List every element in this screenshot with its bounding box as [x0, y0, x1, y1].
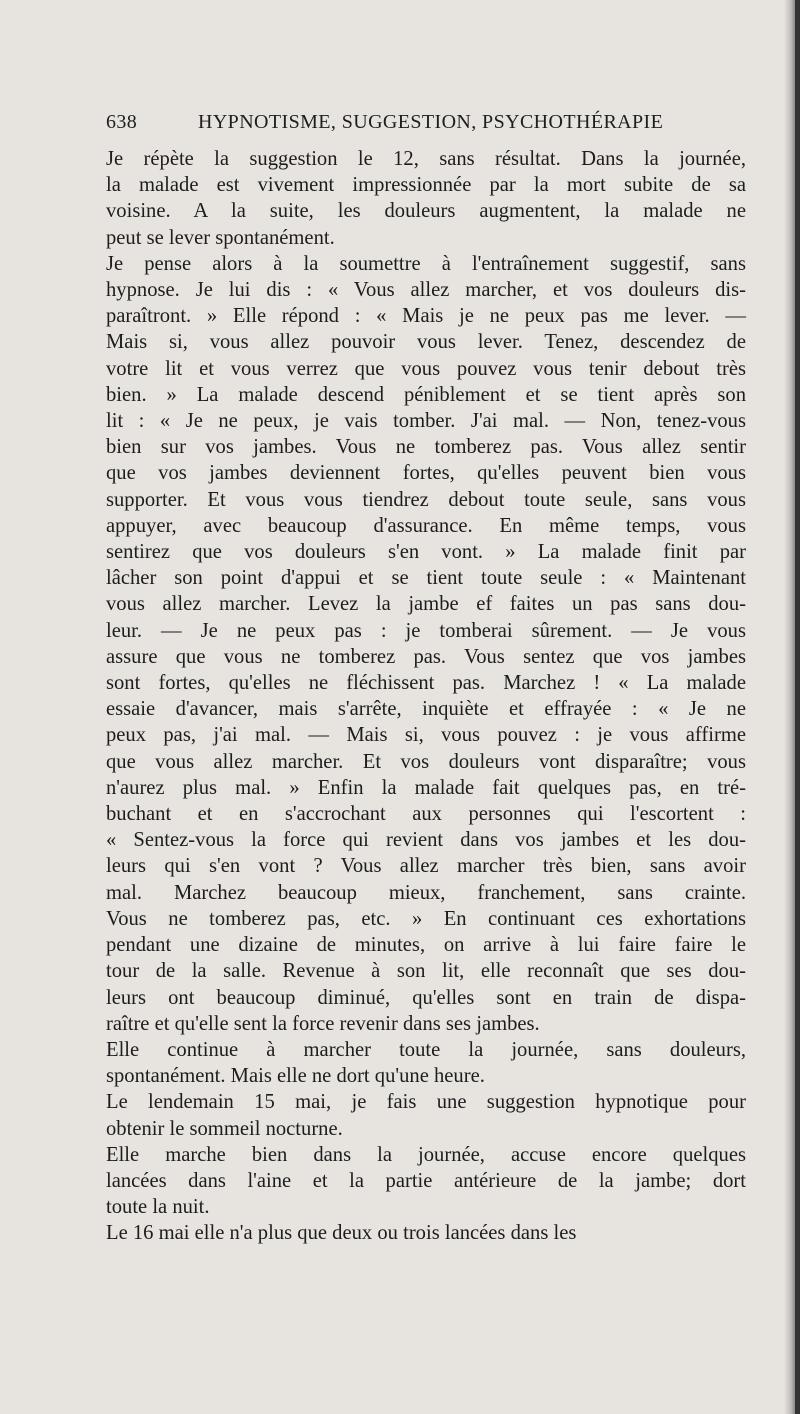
text-line: que vos jambes deviennent fortes, qu'elles peuvent bien vous [106, 462, 746, 485]
text-line: que vous allez marcher. Et vos douleurs vont disparaître; vous [106, 750, 746, 773]
running-title: HYPNOTISME, SUGGESTION, PSYCHOTHÉRAPIE [198, 111, 664, 133]
text-line: leur. — Je ne peux pas : je tomberai sûrement. — Je vous [106, 619, 746, 642]
text-line: sentirez que vos douleurs s'en vont. » La malade finit par [106, 541, 746, 564]
text-line: Le lendemain 15 mai, je fais une suggestion hypnotique pour [106, 1091, 746, 1114]
text-line: vous allez marcher. Levez la jambe ef faites un pas sans dou- [106, 593, 746, 616]
text-line: la malade est vivement impressionnée par la mort subite de sa [106, 174, 746, 197]
paragraph [106, 1089, 746, 1141]
text-line: n'aurez plus mal. » Enfin la malade fait quelques pas, en tré- [106, 776, 746, 799]
text-line: spontanément. Mais elle ne dort qu'une heure. [106, 1065, 485, 1088]
page-number: 638 [106, 111, 138, 133]
text-line: paraîtront. » Elle répond : « Mais je ne peux pas me lever. — [106, 305, 746, 328]
text-line: Vous ne tomberez pas, etc. » En continuant ces exhortations [106, 907, 746, 930]
text-line: Je répète la suggestion le 12, sans résultat. Dans la journée, [106, 148, 746, 170]
text-line: sont fortes, qu'elles ne fléchissent pas. Marchez ! « La malade [106, 672, 746, 695]
text-line: lâcher son point d'appui et se tient toute seule : « Maintenant [106, 567, 746, 590]
text-line: Mais si, vous allez pouvoir vous lever. Tenez, descendez de [106, 331, 746, 354]
text-line: raître et qu'elle sent la force revenir dans ses jambes. [106, 1012, 540, 1035]
text-line: assure que vous ne tomberez pas. Vous sentez que vos jambes [106, 645, 746, 668]
text-line: toute la nuit. [106, 1196, 210, 1219]
text-line: voisine. A la suite, les douleurs augmentent, la malade ne [106, 200, 746, 223]
text-line: votre lit et vous verrez que vous pouvez vous tenir debout très [106, 357, 746, 380]
text-line: leurs ont beaucoup diminué, qu'elles sont en train de dispa- [106, 986, 746, 1009]
text-line: Je pense alors à la soumettre à l'entraînement suggestif, sans [106, 252, 746, 275]
paragraph [106, 1142, 746, 1221]
text-line: Elle marche bien dans la journée, accuse encore quelques [106, 1143, 746, 1166]
paragraph [106, 1220, 746, 1246]
text-line: tour de la salle. Revenue à son lit, elle reconnaît que ses dou- [106, 960, 746, 983]
paragraph [106, 1037, 746, 1089]
text-line: lit : « Je ne peux, je vais tomber. J'ai mal. — Non, tenez-vous [106, 410, 746, 433]
text-line: buchant et en s'accrochant aux personnes qui l'escortent : [106, 803, 746, 826]
text-line: leurs qui s'en vont ? Vous allez marcher très bien, sans avoir [106, 855, 746, 878]
text-line: Le 16 mai elle n'a plus que deux ou trois lancées dans les [106, 1222, 577, 1245]
text-line: mal. Marchez beaucoup mieux, franchement, sans crainte. [106, 881, 746, 904]
text-line: bien sur vos jambes. Vous ne tomberez pas. Vous allez sentir [106, 436, 746, 459]
text-line: appuyer, avec beaucoup d'assurance. En même temps, vous [106, 514, 746, 537]
text-line: hypnose. Je lui dis : « Vous allez marcher, et vos douleurs dis- [106, 279, 746, 302]
text-line: peut se lever spontanément. [106, 226, 335, 249]
text-line: essaie d'avancer, mais s'arrête, inquiète et effrayée : « Je ne [106, 698, 746, 721]
text-line: peux pas, j'ai mal. — Mais si, vous pouvez : je vous affirme [106, 724, 746, 747]
text-line: obtenir le sommeil nocturne. [106, 1117, 343, 1140]
text-line: lancées dans l'aine et la partie antérieure de la jambe; dort [106, 1169, 746, 1192]
text-line: bien. » La malade descend péniblement et se tient après son [106, 383, 746, 406]
text-line: pendant une dizaine de minutes, on arrive à lui faire faire le [106, 934, 746, 957]
body-text [106, 146, 746, 1247]
paragraph [106, 146, 746, 251]
text-line: Elle continue à marcher toute la journée, sans douleurs, [106, 1038, 746, 1061]
paragraph [106, 251, 746, 1037]
page-edge [795, 0, 800, 1414]
text-line: supporter. Et vous vous tiendrez debout toute seule, sans vous [106, 488, 746, 511]
text-line: « Sentez-vous la force qui revient dans vos jambes et les dou- [106, 829, 746, 852]
